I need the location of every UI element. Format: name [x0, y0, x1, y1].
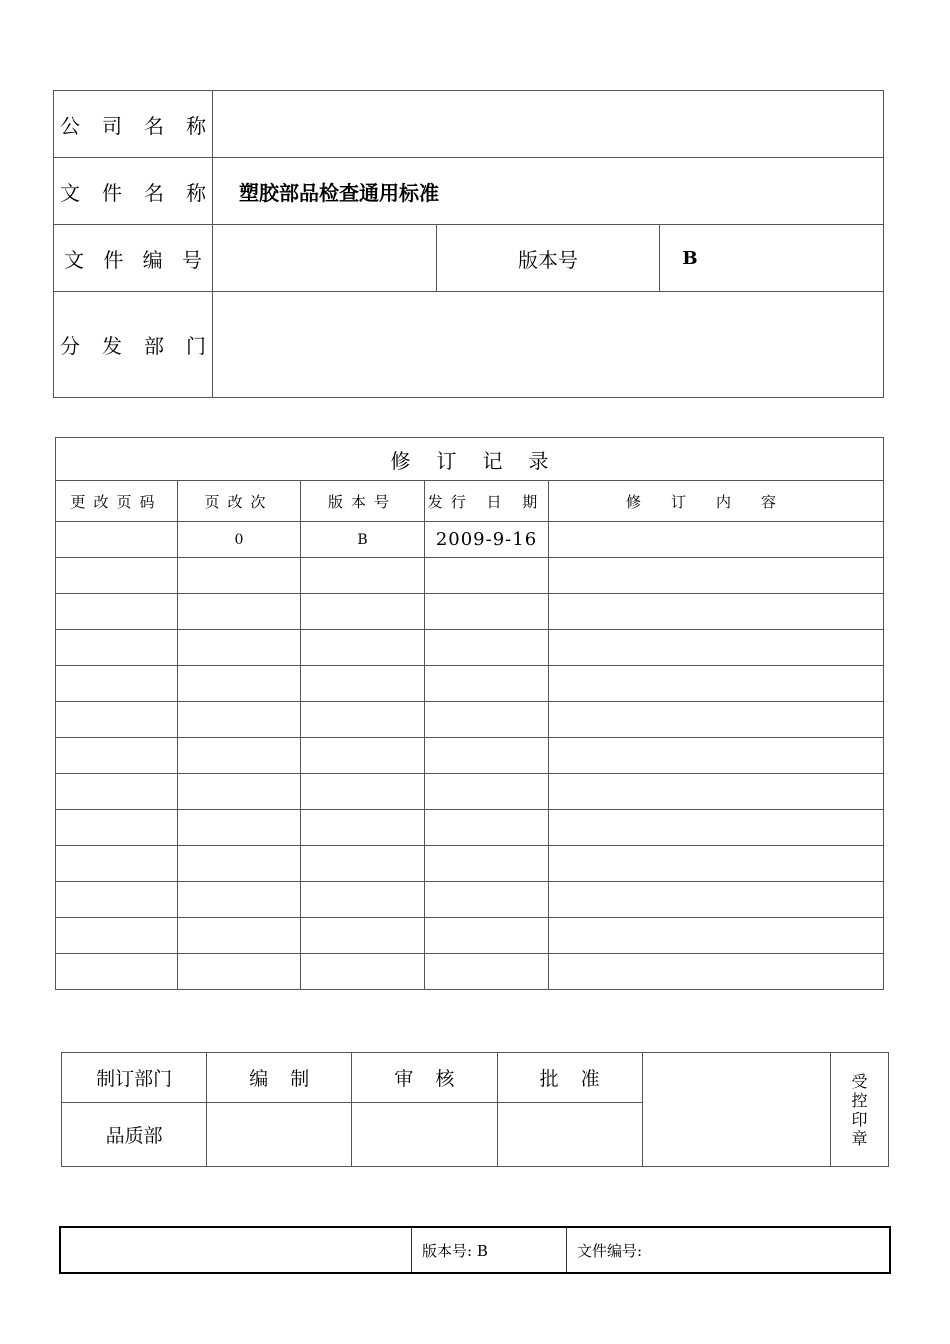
col-page-revision-cell	[178, 810, 301, 846]
table-row	[56, 522, 884, 558]
col-version-cell	[301, 702, 425, 738]
col-page-revision-cell	[178, 630, 301, 666]
col-page-revision-cell	[178, 954, 301, 990]
distribution-dept-label: 分 发 部 门	[54, 292, 213, 398]
footer-left-cell	[60, 1227, 412, 1273]
table-row	[56, 846, 884, 882]
col-page-revision-cell	[178, 702, 301, 738]
col-version-cell	[301, 810, 425, 846]
col-revision-content-cell	[549, 738, 884, 774]
col-revision-content-cell	[549, 630, 884, 666]
col-changed-pages-cell	[56, 882, 178, 918]
table-row	[56, 594, 884, 630]
col-page-revision-cell	[178, 918, 301, 954]
col-changed-pages-cell	[56, 522, 178, 558]
col-revision-content-cell	[549, 774, 884, 810]
col-issue-date-cell	[425, 702, 549, 738]
col-revision-content-cell	[549, 666, 884, 702]
doc-name-label: 文 件 名 称	[54, 158, 213, 225]
col-changed-pages-cell	[56, 558, 178, 594]
table-row	[56, 954, 884, 990]
col-revision-content-cell	[549, 846, 884, 882]
footer-table	[59, 1226, 891, 1274]
col-page-revision-cell	[178, 774, 301, 810]
col-version-cell	[301, 774, 425, 810]
col-page-revision-cell	[178, 594, 301, 630]
col-changed-pages-header: 更改页码	[56, 481, 178, 522]
company-name-label: 公 司 名 称	[54, 91, 213, 158]
col-changed-pages-cell	[56, 666, 178, 702]
doc-name-value: 塑胶部品检查通用标准	[213, 158, 884, 225]
col-changed-pages-cell	[56, 594, 178, 630]
col-revision-content-cell	[549, 954, 884, 990]
table-row	[56, 774, 884, 810]
col-issue-date-cell	[425, 594, 549, 630]
col-changed-pages-cell	[56, 918, 178, 954]
distribution-dept-value	[213, 292, 884, 398]
drafting-dept-value: 品质部	[62, 1103, 207, 1167]
col-revision-content-cell	[549, 594, 884, 630]
approve-label: 批准	[497, 1053, 642, 1103]
col-version-cell	[301, 738, 425, 774]
col-version-cell	[301, 594, 425, 630]
col-version-cell	[301, 630, 425, 666]
table-row	[56, 738, 884, 774]
col-issue-date-cell: 2009-9-16	[425, 522, 549, 558]
review-value	[352, 1103, 497, 1167]
document-info-table	[53, 90, 884, 398]
compile-value	[207, 1103, 352, 1167]
col-issue-date-cell	[425, 738, 549, 774]
col-version-cell: B	[301, 522, 425, 558]
doc-number-label: 文 件 编 号	[54, 225, 213, 292]
col-changed-pages-cell	[56, 774, 178, 810]
col-version-header: 版本号	[301, 481, 425, 522]
table-row	[56, 558, 884, 594]
table-row	[56, 810, 884, 846]
col-revision-content-header: 修订内容	[549, 481, 884, 522]
table-row	[56, 702, 884, 738]
col-version-cell	[301, 954, 425, 990]
col-issue-date-cell	[425, 558, 549, 594]
col-issue-date-header: 发行 日 期	[425, 481, 549, 522]
col-issue-date-cell	[425, 882, 549, 918]
table-row	[56, 630, 884, 666]
doc-number-value	[213, 225, 437, 292]
col-page-revision-cell	[178, 666, 301, 702]
col-revision-content-cell	[549, 522, 884, 558]
review-label: 审核	[352, 1053, 497, 1103]
footer-doc-number: 文件编号:	[567, 1227, 891, 1273]
col-revision-content-cell	[549, 810, 884, 846]
col-page-revision-header: 页改次	[178, 481, 301, 522]
col-issue-date-cell	[425, 954, 549, 990]
col-revision-content-cell	[549, 918, 884, 954]
revision-record-title: 修订记录	[56, 438, 884, 481]
col-page-revision-cell	[178, 846, 301, 882]
col-page-revision-cell	[178, 738, 301, 774]
company-name-value	[213, 91, 884, 158]
col-revision-content-cell	[549, 702, 884, 738]
table-row	[56, 918, 884, 954]
controlled-stamp-label: 受控印章	[830, 1053, 888, 1167]
col-version-cell	[301, 882, 425, 918]
drafting-dept-label: 制订部门	[62, 1053, 207, 1103]
col-revision-content-cell	[549, 882, 884, 918]
col-changed-pages-cell	[56, 702, 178, 738]
approve-value	[497, 1103, 642, 1167]
col-version-cell	[301, 846, 425, 882]
col-version-cell	[301, 558, 425, 594]
col-issue-date-cell	[425, 666, 549, 702]
col-changed-pages-cell	[56, 630, 178, 666]
compile-label: 编制	[207, 1053, 352, 1103]
footer-version: 版本号: B	[412, 1227, 567, 1273]
col-page-revision-cell	[178, 558, 301, 594]
col-changed-pages-cell	[56, 738, 178, 774]
col-changed-pages-cell	[56, 954, 178, 990]
version-label: 版本号	[436, 225, 660, 292]
signoff-table	[61, 1052, 889, 1167]
col-issue-date-cell	[425, 846, 549, 882]
version-value: B	[660, 225, 884, 292]
col-changed-pages-cell	[56, 810, 178, 846]
col-issue-date-cell	[425, 918, 549, 954]
col-issue-date-cell	[425, 774, 549, 810]
col-version-cell	[301, 918, 425, 954]
col-page-revision-cell	[178, 882, 301, 918]
col-issue-date-cell	[425, 630, 549, 666]
table-row	[56, 666, 884, 702]
col-issue-date-cell	[425, 810, 549, 846]
col-version-cell	[301, 666, 425, 702]
revision-record-table	[55, 437, 884, 990]
col-page-revision-cell: 0	[178, 522, 301, 558]
stamp-area	[642, 1053, 830, 1167]
table-row	[56, 882, 884, 918]
col-changed-pages-cell	[56, 846, 178, 882]
col-revision-content-cell	[549, 558, 884, 594]
